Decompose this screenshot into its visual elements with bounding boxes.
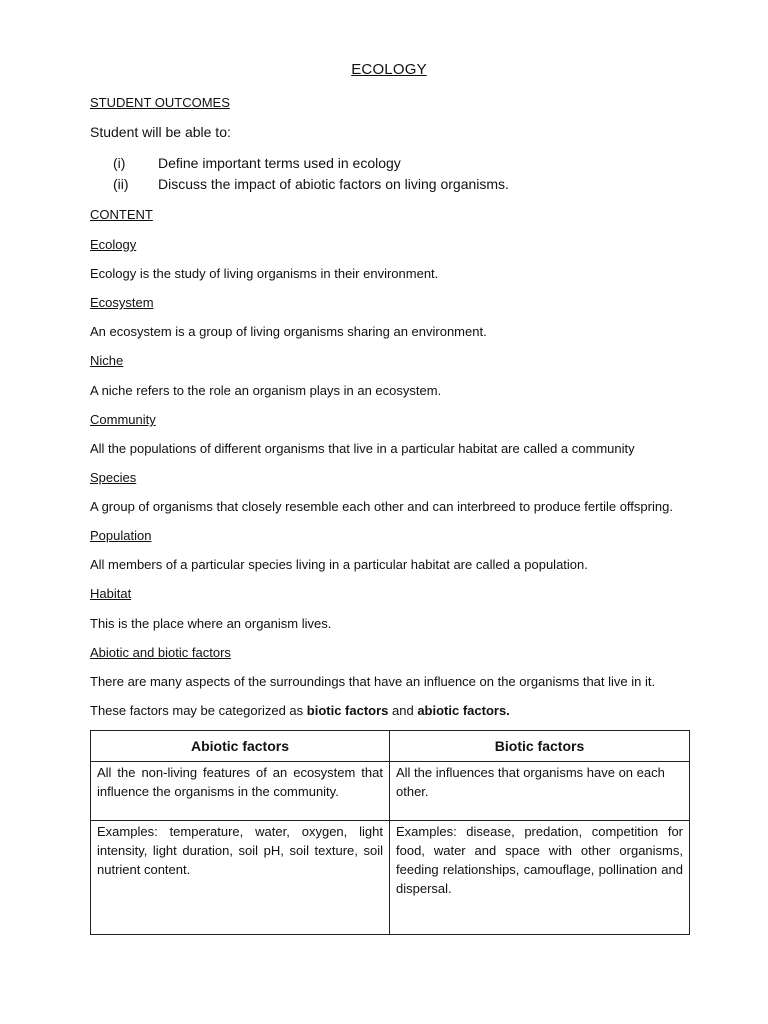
term-heading-ecosystem: Ecosystem	[90, 295, 154, 310]
outcome-text: Define important terms used in ecology	[158, 155, 401, 171]
factors-sentence-prefix: These factors may be categorized as	[90, 703, 307, 718]
outcome-number: (ii)	[113, 176, 129, 192]
term-heading-habitat: Habitat	[90, 586, 132, 601]
table-row	[91, 762, 690, 821]
factors-heading: Abiotic and biotic factors	[90, 645, 231, 660]
term-definition-population: All members of a particular species living in a particular habitat are called a population.	[90, 557, 588, 572]
factors-table	[90, 730, 690, 935]
table-cell: All the non-living features of an ecosystem that influence the organisms in the community.	[91, 762, 390, 821]
biotic-column-header: Biotic factors	[390, 731, 690, 762]
term-definition-ecology: Ecology is the study of living organisms in their environment.	[90, 266, 439, 281]
term-heading-ecology: Ecology	[90, 237, 137, 252]
table-cell: Examples: disease, predation, competition for food, water and space with other organisms, feeding relationships, camouflage, pollination and dispersal.	[390, 821, 690, 935]
outcomes-heading: STUDENT OUTCOMES	[90, 95, 230, 110]
term-heading-species: Species	[90, 470, 137, 485]
term-definition-ecosystem: An ecosystem is a group of living organisms sharing an environment.	[90, 324, 487, 339]
intro-text: Student will be able to:	[90, 124, 231, 140]
table-header-row	[91, 731, 690, 762]
term-definition-habitat: This is the place where an organism lives.	[90, 616, 332, 631]
term-definition-community: All the populations of different organisms that live in a particular habitat are called a community	[90, 441, 635, 456]
term-definition-species: A group of organisms that closely resemble each other and can interbreed to produce fertile offspring.	[90, 499, 673, 514]
content-heading: CONTENT	[90, 207, 153, 222]
term-heading-community: Community	[90, 412, 156, 427]
outcome-text: Discuss the impact of abiotic factors on living organisms.	[158, 176, 509, 192]
factors-intro: There are many aspects of the surroundings that have an influence on the organisms that live in it.	[90, 674, 656, 689]
biotic-factors-term: biotic factors	[306, 703, 389, 718]
abiotic-column-header: Abiotic factors	[91, 731, 390, 762]
factors-sentence-and: and	[388, 703, 418, 718]
table-cell: Examples: temperature, water, oxygen, light intensity, light duration, soil pH, soil texture, soil nutrient content.	[91, 821, 390, 935]
term-definition-niche: A niche refers to the role an organism plays in an ecosystem.	[90, 383, 442, 398]
abiotic-factors-term: abiotic factors.	[417, 703, 510, 718]
page-title: ECOLOGY	[351, 61, 427, 78]
term-heading-niche: Niche	[90, 353, 124, 368]
term-heading-population: Population	[90, 528, 152, 543]
factors-sentence	[90, 703, 510, 718]
outcome-number: (i)	[113, 155, 126, 171]
table-cell: All the influences that organisms have on each other.	[390, 762, 690, 821]
table-row	[91, 821, 690, 935]
